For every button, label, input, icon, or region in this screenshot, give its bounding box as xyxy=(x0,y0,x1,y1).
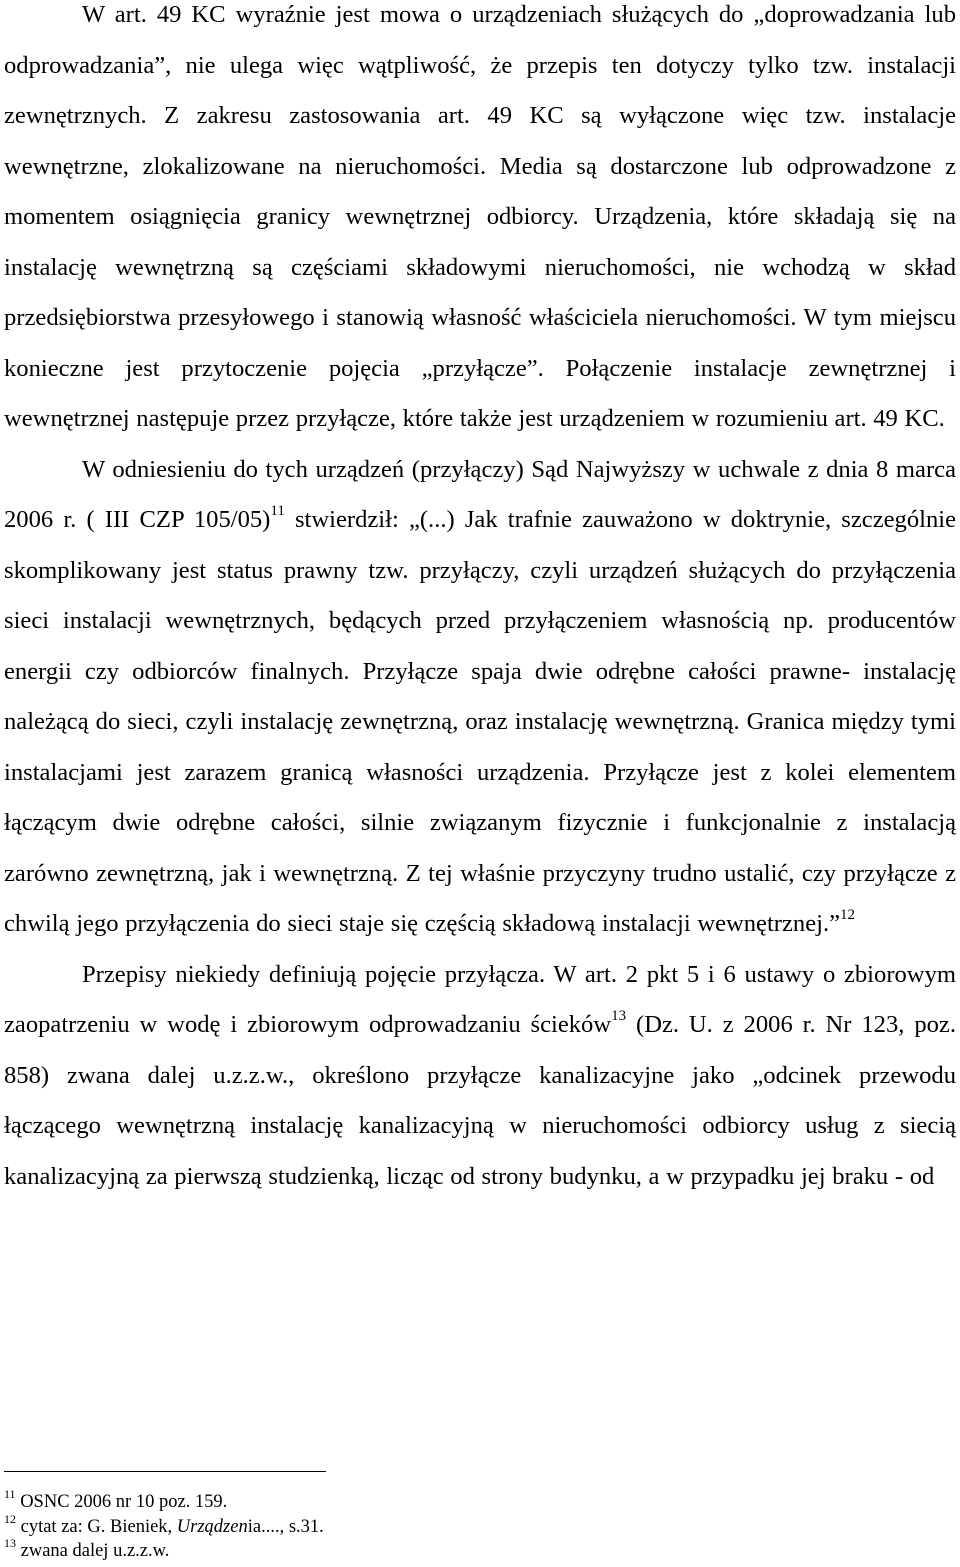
footnote-ref-13[interactable]: 13 xyxy=(611,1008,627,1024)
footnote-text: OSNC 2006 nr 10 poz. 159. xyxy=(20,1492,228,1512)
footnote-text-end: ia...., s.31. xyxy=(247,1516,324,1537)
paragraph-1-text: W art. 49 KC wyraźnie jest mowa o urządzeniach służących do „doprowadzania lub odprowadzania”, nie ulega więc wątpliwość, że przepis ten dotyczy tylko tzw. instalacji zewnętrznych. Z zakresu zastosowania art. 49 KC są wyłączone więc tzw. instalacje wewnętrzne, zlokalizowane na nieruchomości. Media są dostarczone lub odprowadzone z momentem osiągnięcia granicy wewnętrznej odbiorcy. Urządzenia, które składają się na instalację wewnętrzną są częściami składowymi nieruchomości, nie wchodzą w skład przedsiębiorstwa przesyłowego i stanowią własność właściciela nieruchomości. W tym miejscu konieczne jest przytoczenie pojęcia „przyłącze”. Połączenie instalacje zewnętrznej i wewnętrznej następuje przez przyłącze, które także jest urządzeniem w rozumieniu art. 49 KC. xyxy=(4,1,956,432)
footnote-text: cytat za: G. Bieniek, xyxy=(20,1516,177,1537)
paragraph-2-text-b: stwierdził: „(...) Jak trafnie zauważono w doktrynie, szczególnie skomplikowany jest status prawny tzw. przyłączy, czyli urządzeń służących do przyłączenia sieci instalacji wewnętrznych, będących przed przyłączeniem własnością np. producentów energii czy odbiorców finalnych. Przyłącze spaja dwie odrębne całości prawne- instalację należącą do sieci, czyli instalację zewnętrzną, oraz instalację wewnętrzną. Granica między tymi instalacjami jest zarazem granicą własności urządzenia. Przyłącze jest z kolei elementem łączącym dwie odrębne całości, silnie związanym fizycznie i funkcjonalnie z instalacją zarówno zewnętrzną, jak i wewnętrzną. Z tej właśnie przyczyny trudno ustalić, czy przyłącze z chwilą jego przyłączenia do sieci staje się częścią składową instalacji wewnętrznej.” xyxy=(4,506,957,937)
paragraph-2-text-a: W odniesieniu do tych urządzeń (przyłączy) Sąd Najwyższy w uchwale z dnia 8 marca 2006 r. ( III CZP 105/05) xyxy=(4,455,956,533)
footnote-11 xyxy=(4,1487,944,1515)
document-body xyxy=(4,0,956,1202)
footnote-number: 12 xyxy=(4,1511,16,1526)
paragraph-3-text-a: Przepisy niekiedy definiują pojęcie przyłącza. W art. 2 pkt 5 i 6 ustawy o zbiorowym zaopatrzeniu w wodę i zbiorowym odprowadzaniu ścieków xyxy=(4,960,956,1038)
footnote-number: 11 xyxy=(4,1487,16,1501)
paragraph-2 xyxy=(4,445,956,950)
footnote-ref-12[interactable]: 12 xyxy=(840,907,856,923)
paragraph-1 xyxy=(4,0,956,445)
footnote-13 xyxy=(4,1536,944,1564)
footnote-12 xyxy=(4,1511,944,1540)
paragraph-3 xyxy=(4,950,956,1203)
footnotes xyxy=(4,1487,944,1564)
footnote-text: zwana dalej u.z.z.w. xyxy=(20,1541,170,1561)
footnote-title: Urządzen xyxy=(176,1516,248,1537)
footnote-ref-11[interactable]: 11 xyxy=(270,503,285,519)
footnote-separator xyxy=(4,1471,326,1472)
footnote-number: 13 xyxy=(4,1536,16,1550)
paragraph-3-text-b: (Dz. U. z 2006 r. Nr 123, poz. 858) zwana dalej u.z.z.w., określono przyłącze kanalizacyjne jako „odcinek przewodu łączącego wewnętrzną instalację kanalizacyjną w nieruchomości odbiorcy usług z siecią kanalizacyjną za pierwszą studzienką, licząc od strony budynku, a w przypadku jej braku - od xyxy=(4,1011,956,1190)
